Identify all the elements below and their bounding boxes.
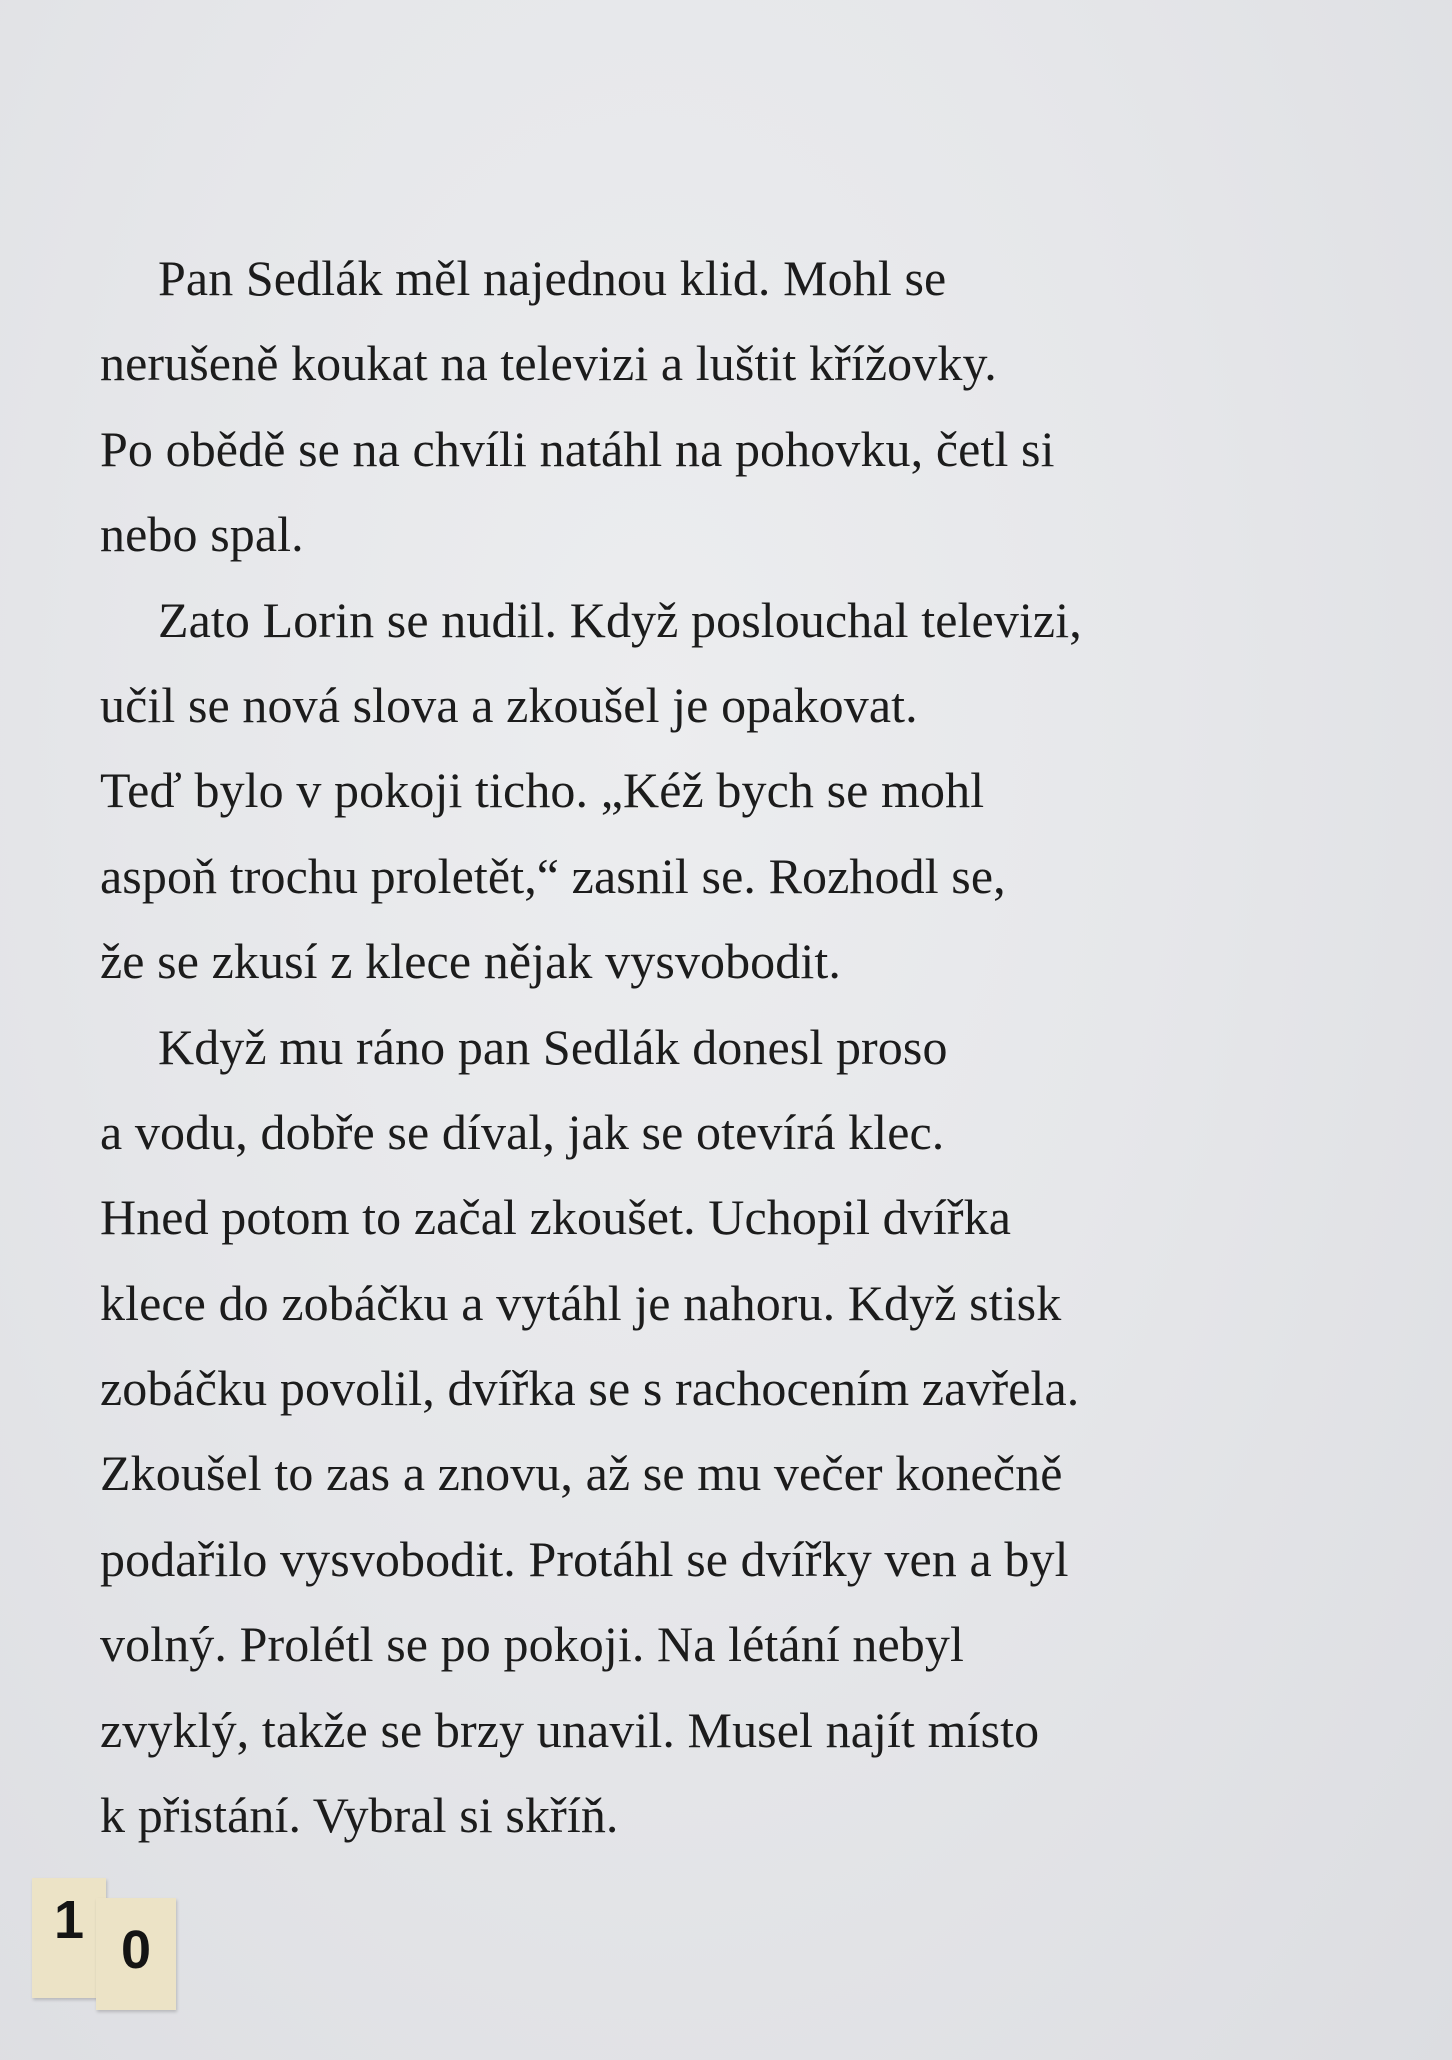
text-line: Když mu ráno pan Sedlák donesl proso	[158, 1018, 948, 1075]
text-line: Teď bylo v pokoji ticho. „Kéž bych se mohl	[100, 762, 985, 819]
text-line: aspoň trochu proletět,“ zasnil se. Rozhodl se,	[100, 847, 1006, 904]
text-line: zvyklý, takže se brzy unavil. Musel najít místo	[100, 1701, 1040, 1758]
story-text	[100, 236, 1400, 1858]
page-number	[28, 1870, 188, 2010]
text-line: klece do zobáčku a vytáhl je nahoru. Když stisk	[100, 1274, 1062, 1331]
text-line: že se zkusí z klece nějak vysvobodit.	[100, 933, 841, 990]
text-line: zobáčku povolil, dvířka se s rachocením zavřela.	[100, 1360, 1080, 1417]
text-line: nerušeně koukat na televizi a luštit křížovky.	[100, 335, 997, 392]
text-line: učil se nová slova a zkoušel je opakovat.	[100, 676, 918, 733]
text-line: podařilo vysvobodit. Protáhl se dvířky ven a byl	[100, 1530, 1069, 1587]
text-line: nebo spal.	[100, 506, 304, 563]
page-number-digit: 0	[96, 1898, 176, 2010]
text-line: Pan Sedlák měl najednou klid. Mohl se	[158, 250, 947, 306]
text-line: Zkoušel to zas a znovu, až se mu večer konečně	[100, 1445, 1063, 1502]
text-line: a vodu, dobře se díval, jak se otevírá klec.	[100, 1103, 945, 1160]
text-line: Hned potom to začal zkoušet. Uchopil dvířka	[100, 1189, 1011, 1246]
text-line: volný. Prolétl se po pokoji. Na létání nebyl	[100, 1616, 964, 1673]
page-number-digit: 1	[32, 1878, 106, 1998]
text-line: Zato Lorin se nudil. Když poslouchal televizi,	[158, 591, 1082, 648]
text-line: k přistání. Vybral si skříň.	[100, 1787, 619, 1844]
text-line: Po obědě se na chvíli natáhl na pohovku, četl si	[100, 420, 1055, 477]
